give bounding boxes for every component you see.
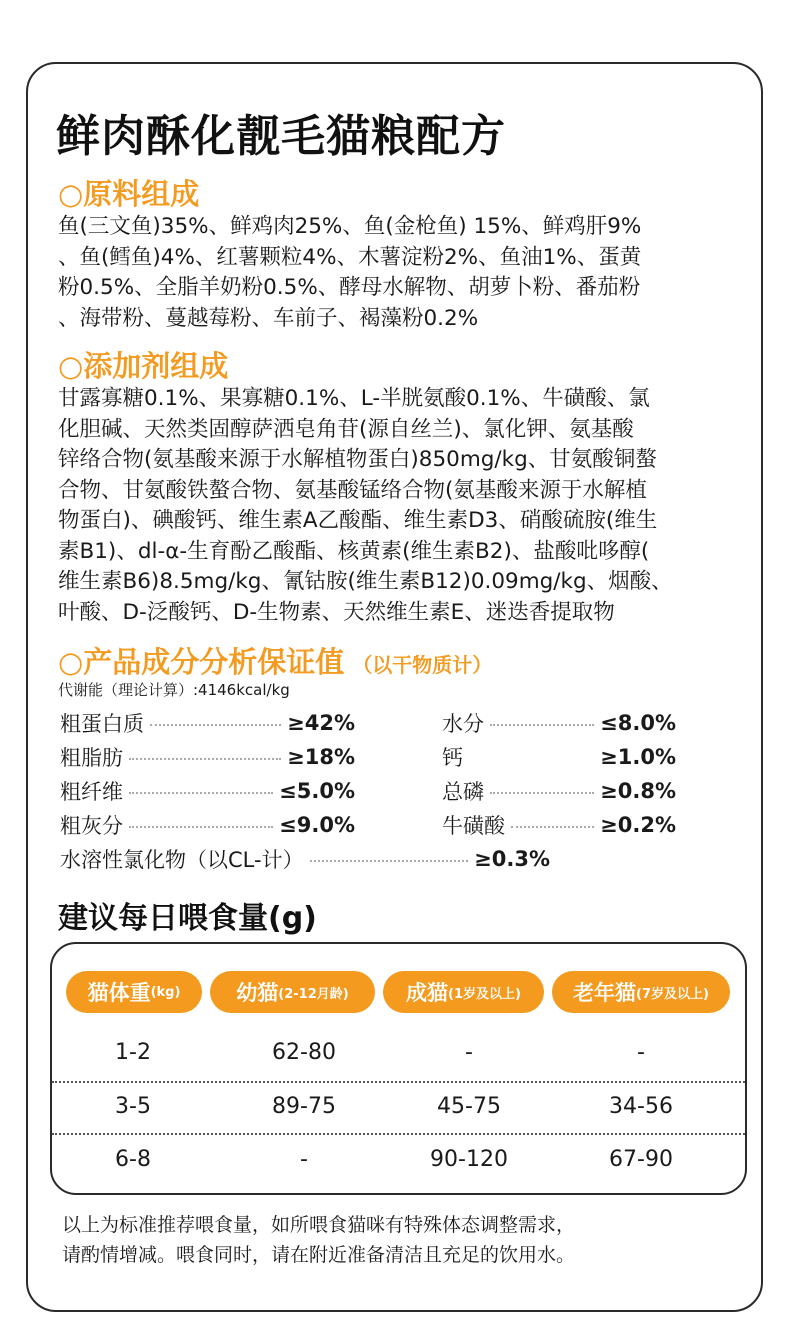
analysis-value: ≤8.0% <box>600 711 676 735</box>
additives-line: 化胆碱、天然类固醇萨洒皂角苷(源自丝兰)、氯化钾、氨基酸 <box>58 416 634 442</box>
additives-text <box>58 384 738 628</box>
table-cell: - <box>637 1040 645 1065</box>
analysis-name: 牛磺酸 <box>442 814 505 838</box>
analysis-name: 粗脂肪 <box>60 746 123 770</box>
analysis-name: 水溶性氯化物（以CL-计） <box>60 848 304 872</box>
header-pill <box>383 971 544 1013</box>
dot-leader <box>129 826 273 828</box>
analysis-value: ≥0.3% <box>474 847 550 871</box>
table-cell: 6-8 <box>115 1147 151 1172</box>
additives-line: 合物、甘氨酸铁螯合物、氨基酸锰络合物(氨基酸来源于水解植 <box>58 477 647 503</box>
analysis-value: ≥0.2% <box>600 813 676 837</box>
analysis-row <box>442 776 676 806</box>
additives-line: 叶酸、D-泛酸钙、D-生物素、天然维生素E、迷迭香提取物 <box>58 599 615 625</box>
header-note: (1岁及以上) <box>448 986 521 1002</box>
dot-leader <box>310 860 469 862</box>
footer-line: 请酌情增减。喂食同时，请在附近准备清洁且充足的饮用水。 <box>62 1244 576 1266</box>
analysis-heading-sub: （以干物质计） <box>352 653 493 677</box>
analysis-name: 总磷 <box>442 780 484 804</box>
feeding-title: 建议每日喂食量(g) <box>58 901 317 936</box>
analysis-heading <box>58 640 492 681</box>
ingredients-heading: ○原料组成 <box>58 177 200 211</box>
header-pill <box>552 971 730 1013</box>
ingredients-line: 、鱼(鳕鱼)4%、红薯颗粒4%、木薯淀粉2%、鱼油1%、蛋黄 <box>58 244 642 270</box>
table-cell: 67-90 <box>609 1147 673 1172</box>
header-note: (2-12月龄) <box>278 986 349 1002</box>
analysis-value: ≥18% <box>287 745 355 769</box>
header-note: (7岁及以上) <box>636 986 709 1002</box>
analysis-name: 钙 <box>442 746 463 770</box>
analysis-row <box>60 776 355 806</box>
table-cell: 89-75 <box>272 1094 336 1119</box>
analysis-row <box>442 742 676 772</box>
analysis-value: ≥42% <box>287 711 355 735</box>
ingredients-line: 粉0.5%、全脂羊奶粉0.5%、酵母水解物、胡萝卜粉、番茄粉 <box>58 275 641 300</box>
footer-line: 以上为标准推荐喂食量，如所喂食猫咪有特殊体态调整需求， <box>62 1214 576 1236</box>
analysis-row <box>60 742 355 772</box>
additives-line: 物蛋白)、碘酸钙、维生素A乙酸酯、维生素D3、硝酸硫胺(维生 <box>58 508 658 533</box>
analysis-row <box>60 844 550 874</box>
dot-leader <box>150 724 281 726</box>
footer-note <box>62 1210 575 1270</box>
dot-leader <box>129 792 273 794</box>
header-label: 成猫 <box>406 981 449 1005</box>
header-label: 老年猫 <box>573 981 637 1005</box>
table-cell: 45-75 <box>437 1094 501 1119</box>
row-divider <box>52 1133 745 1135</box>
table-cell: 1-2 <box>115 1040 151 1065</box>
analysis-name: 粗纤维 <box>60 780 123 804</box>
analysis-value: ≤5.0% <box>279 779 355 803</box>
additives-heading: ○添加剂组成 <box>58 349 229 383</box>
header-label: 猫体重 <box>87 981 151 1005</box>
dot-leader <box>469 758 594 760</box>
table-cell: - <box>300 1147 308 1172</box>
analysis-name: 粗灰分 <box>60 814 123 838</box>
additives-line: 素B1)、dl-α-生育酚乙酸酯、核黄素(维生素B2)、盐酸吡哆醇( <box>58 538 650 564</box>
row-divider <box>52 1081 745 1083</box>
energy-note: 代谢能（理论计算）:4146kcal/kg <box>58 681 290 699</box>
dot-leader <box>490 792 594 794</box>
additives-line: 锌络合物(氨基酸来源于水解植物蛋白)850mg/kg、甘氨酸铜螯 <box>58 447 657 472</box>
dot-leader <box>490 724 594 726</box>
page-title: 鲜肉酥化靓毛猫粮配方 <box>56 111 506 162</box>
header-pill <box>66 971 202 1013</box>
analysis-row <box>60 810 355 840</box>
dot-leader <box>511 826 594 828</box>
dot-leader <box>129 758 281 760</box>
analysis-value: ≥0.8% <box>600 779 676 803</box>
header-label: 幼猫 <box>236 981 279 1005</box>
table-cell: 90-120 <box>430 1147 508 1172</box>
ingredients-text <box>58 212 738 334</box>
table-cell: - <box>465 1040 473 1065</box>
header-pill <box>210 971 375 1013</box>
table-cell: 34-56 <box>609 1094 673 1119</box>
analysis-value: ≥1.0% <box>600 745 676 769</box>
header-note: (kg) <box>150 984 181 1000</box>
analysis-name: 水分 <box>442 712 484 736</box>
table-cell: 62-80 <box>272 1040 336 1065</box>
analysis-heading-text: ○产品成分分析保证值 <box>58 645 345 679</box>
ingredients-line: 鱼(三文鱼)35%、鲜鸡肉25%、鱼(金枪鱼) 15%、鲜鸡肝9% <box>58 214 642 239</box>
analysis-value: ≤9.0% <box>279 813 355 837</box>
analysis-row <box>442 810 676 840</box>
table-cell: 3-5 <box>115 1094 151 1119</box>
additives-line: 维生素B6)8.5mg/kg、氰钴胺(维生素B12)0.09mg/kg、烟酸、 <box>58 569 673 594</box>
additives-line: 甘露寡糖0.1%、果寡糖0.1%、L-半胱氨酸0.1%、牛磺酸、氯 <box>58 386 650 411</box>
ingredients-line: 、海带粉、蔓越莓粉、车前子、褐藻粉0.2% <box>58 305 479 331</box>
analysis-name: 粗蛋白质 <box>60 712 144 736</box>
analysis-row <box>442 708 676 738</box>
analysis-row <box>60 708 355 738</box>
